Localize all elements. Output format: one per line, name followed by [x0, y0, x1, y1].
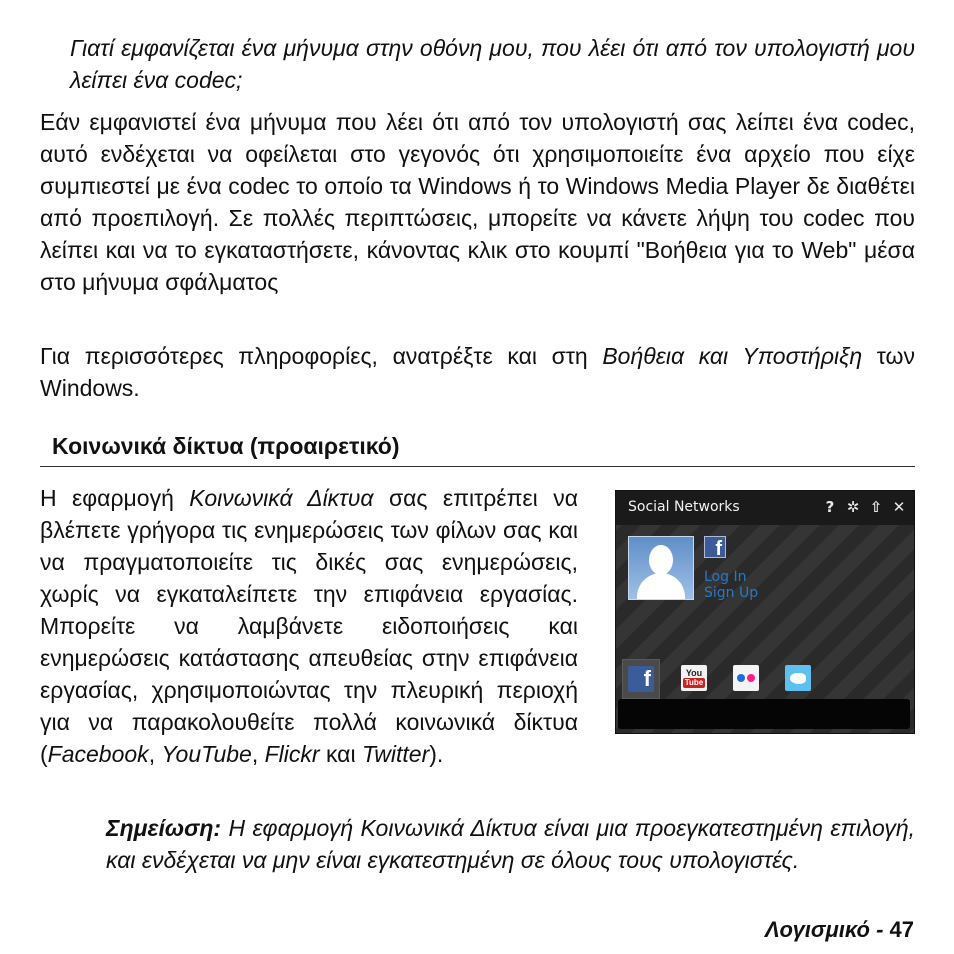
- paragraph-help: Για περισσότερες πληροφορίες, ανατρέξτε και στη Βοήθεια και Υποστήριξη των Windows.: [40, 343, 916, 401]
- paragraph-social-networks: Η εφαρμογή Κοινωνικά Δίκτυα σας επιτρέπει να βλέπετε γρήγορα τις ενημερώσεις των φίλων σας και να πραγματοποιείτε τις δικές σας ενημερώσεις, χωρίς να εγκαταλείπετε την επιφάνεια εργασίας. Μπορείτε να λαμβάνετε ειδοποιήσεις και ενημερώσεις κατάστασης απευθείας στην επιφάνεια εργασίας, χρησιμοποιώντας την πλευρική περιοχή για να παρακολουθείτε πολλά κοινωνικά δίκτυα (Facebook, YouTube, Flickr και Twitter).: [40, 485, 578, 767]
- gear-icon[interactable]: ✲: [846, 498, 860, 516]
- widget-titlebar: [616, 491, 914, 525]
- network-tabs: [622, 659, 816, 699]
- flickr-icon: [733, 665, 759, 691]
- note: Σημείωση: Η εφαρμογή Κοινωνικά Δίκτυα είναι μια προεγκατεστημένη επιλογή, και ενδέχεται να μην είναι εγκατεστημένη σε όλους τους υπολογιστές.: [106, 815, 915, 873]
- facebook-icon: f: [704, 536, 726, 558]
- signup-link[interactable]: Sign Up: [704, 585, 759, 601]
- help-support-ref: Βοήθεια και Υποστήριξη: [602, 343, 863, 369]
- tab-flickr[interactable]: [728, 659, 764, 697]
- facebook-icon: f: [628, 666, 654, 692]
- widget-content-area: [618, 699, 910, 729]
- tab-youtube[interactable]: [676, 659, 712, 697]
- close-icon[interactable]: ✕: [892, 498, 906, 516]
- login-link[interactable]: Log In: [704, 569, 747, 585]
- up-arrow-icon[interactable]: ⇧: [869, 498, 883, 516]
- footer-section: Λογισμικό -: [764, 917, 890, 942]
- tab-twitter[interactable]: [780, 659, 816, 697]
- heading-rule: [40, 466, 915, 467]
- help-icon[interactable]: ?: [825, 498, 835, 516]
- youtube-icon: You Tube: [681, 665, 707, 691]
- page-footer: [765, 914, 914, 946]
- social-networks-widget: [615, 490, 915, 734]
- widget-title: Social Networks: [628, 499, 740, 515]
- page-number: 47: [889, 917, 914, 942]
- note-label: Σημείωση:: [106, 815, 222, 841]
- section-heading: Κοινωνικά δίκτυα (προαιρετικό): [52, 433, 400, 459]
- paragraph-codec: Εάν εμφανιστεί ένα μήνυμα που λέει ότι από τον υπολογιστή σας λείπει ένα codec, αυτό ενδέχεται να οφείλεται στο γεγονός ότι χρησιμοποιείτε ένα αρχείο που είχε συμπιεστεί με ένα codec το οποίο τα Windows ή το Windows Media Player δε διαθέτει από προεπιλογή. Σε πολλές περιπτώσεις, μπορείτε να κάνετε λήψη του codec που λείπει και να το εγκαταστήσετε, κάνοντας κλικ στο κουμπί "Βοήθεια για το Web" μέσα στο μήνυμα σφάλματος: [40, 109, 915, 295]
- tab-facebook[interactable]: [622, 659, 660, 699]
- faq-question: Γιατί εμφανίζεται ένα μήνυμα στην οθόνη μου, που λέει ότι από τον υπολογιστή μου λείπει ένα codec;: [70, 35, 915, 93]
- twitter-icon: [785, 665, 811, 691]
- avatar: [628, 536, 694, 600]
